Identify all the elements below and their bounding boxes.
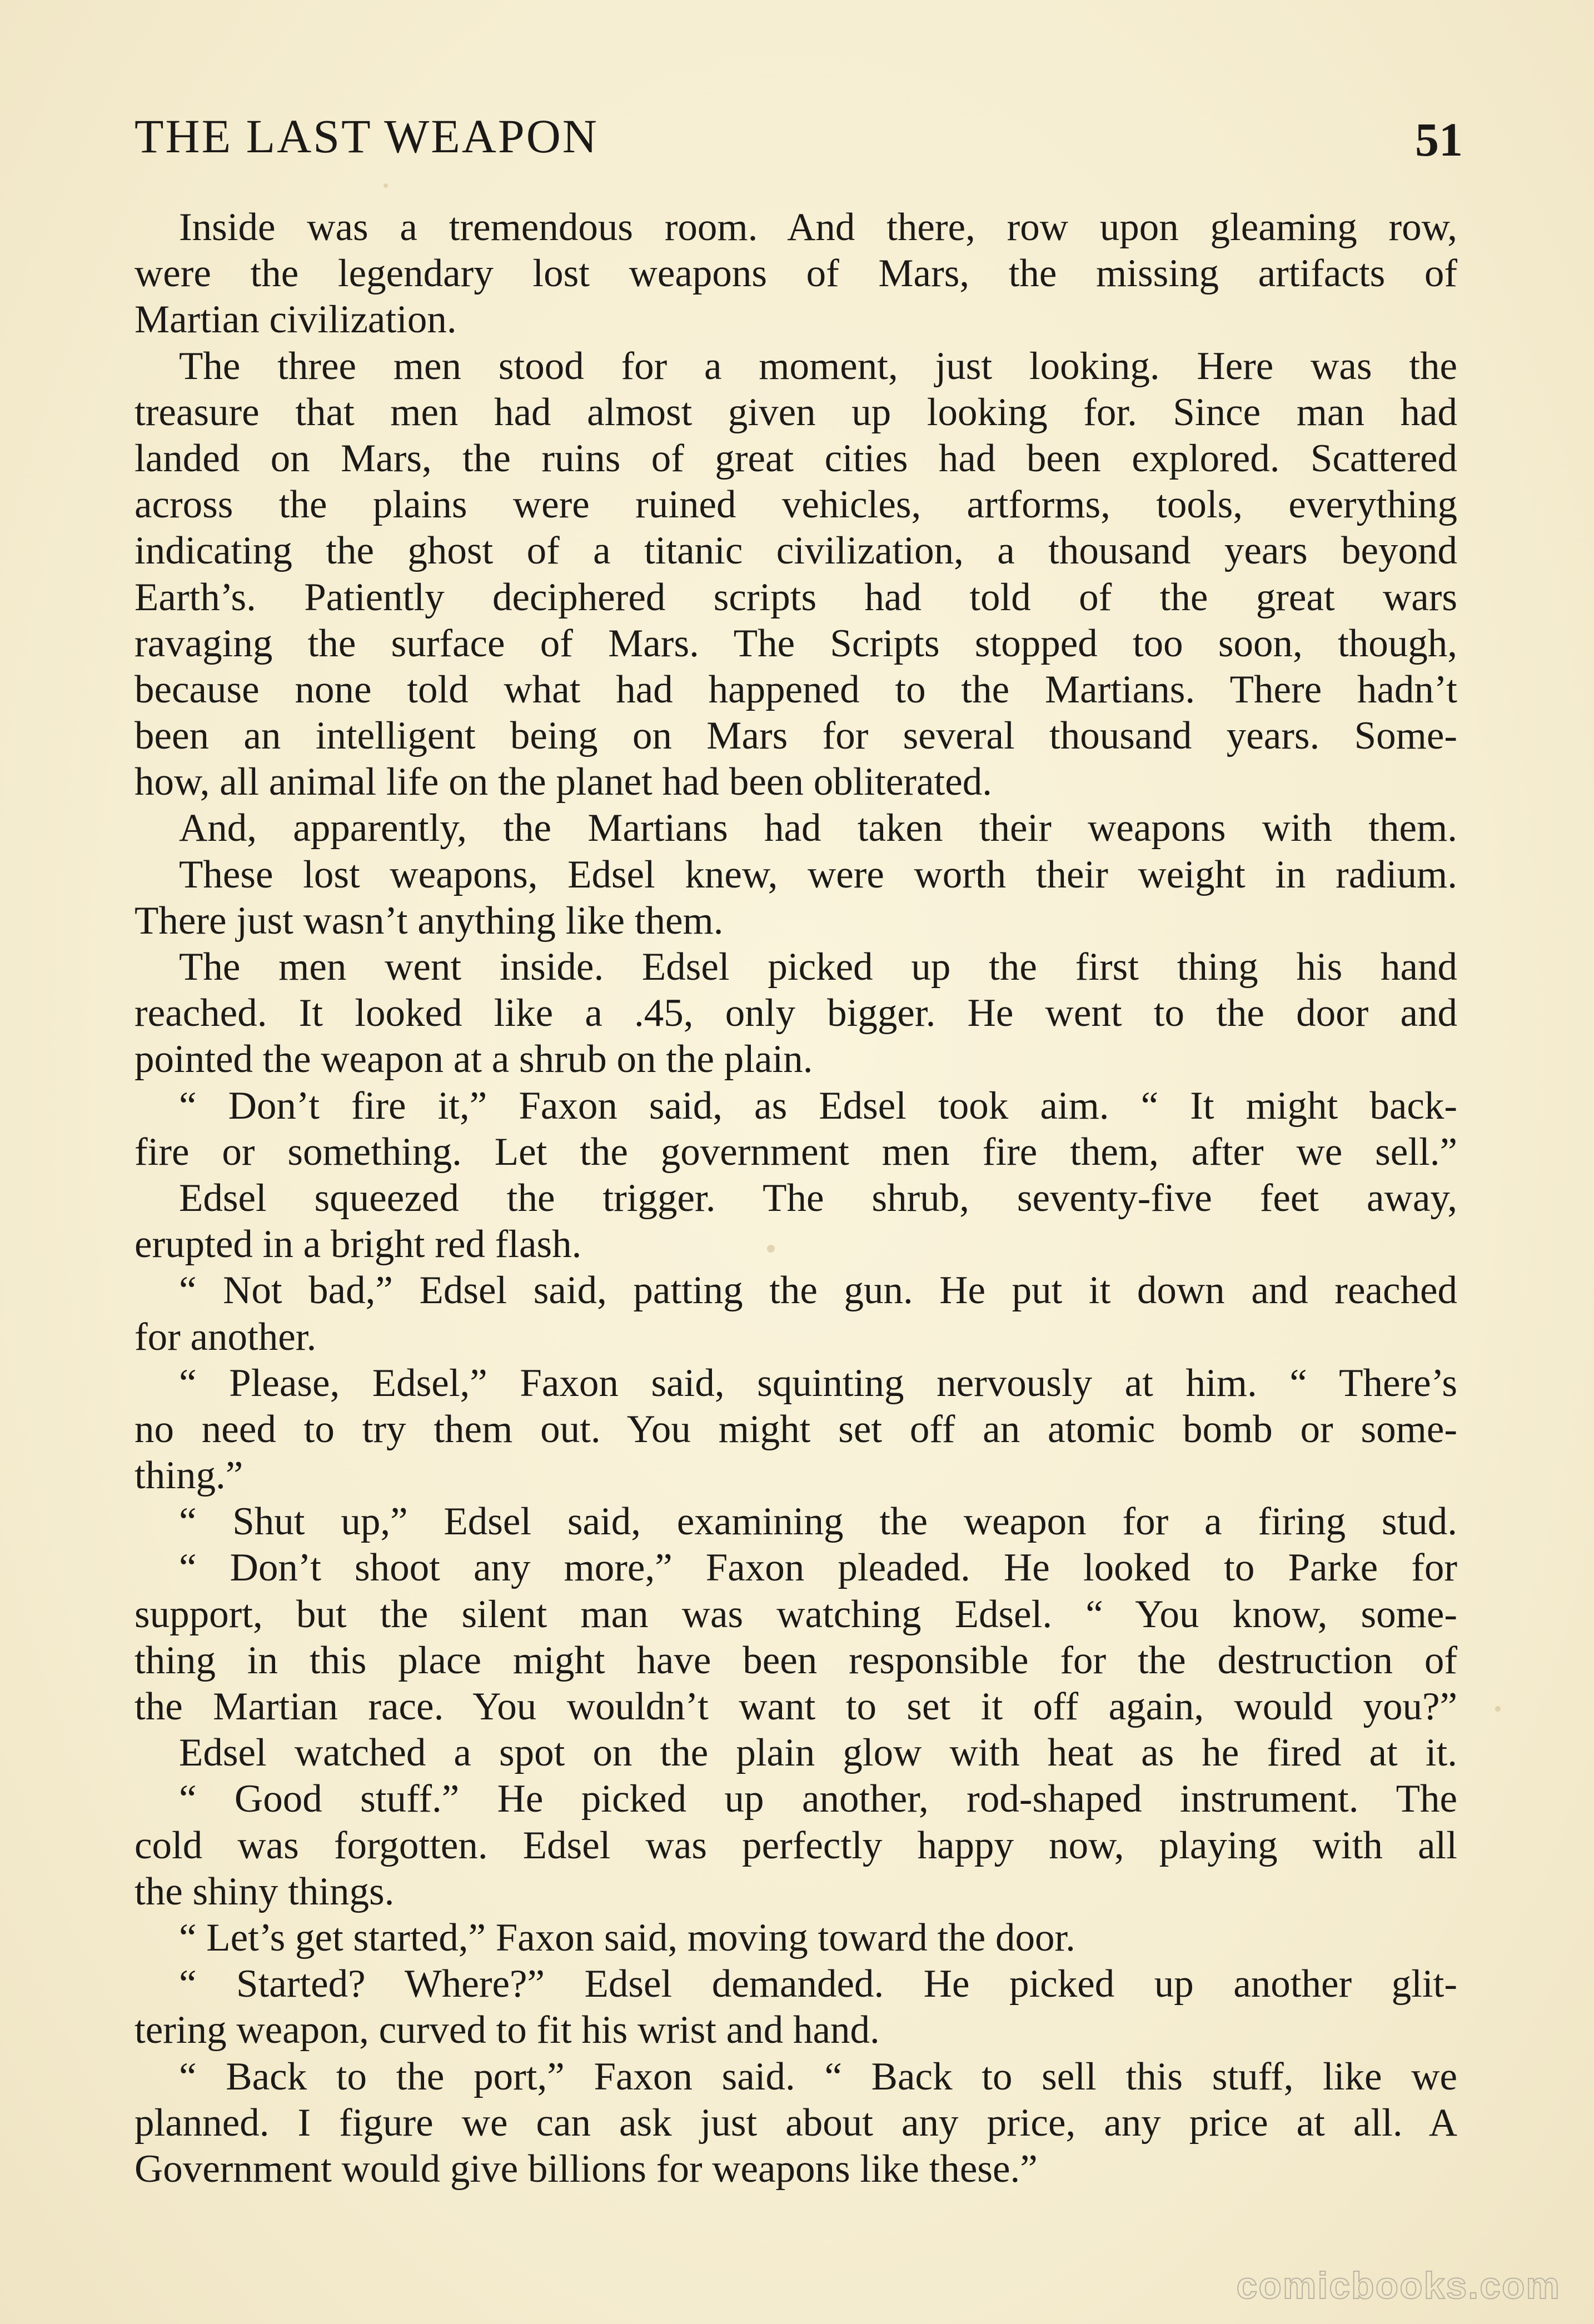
text-line: “ Shut up,” Edsel said, examining the weapon for a firing stud. xyxy=(179,1500,1457,1544)
text-line: Edsel squeezed the trigger. The shrub, seventy-five feet away, xyxy=(179,1176,1457,1220)
text-line: indicating the ghost of a titanic civilization, a thousand years beyond xyxy=(135,529,1457,573)
text-line: “ Not bad,” Edsel said, patting the gun. He put it down and reached xyxy=(179,1269,1457,1313)
text-line: landed on Mars, the ruins of great cities had been explored. Scattered xyxy=(135,436,1457,480)
text-line: The three men stood for a moment, just looking. Here was the xyxy=(179,344,1457,388)
text-line: the Martian race. You wouldn’t want to set it off again, would you?” xyxy=(135,1685,1457,1728)
text-line: cold was forgotten. Edsel was perfectly happy now, playing with all xyxy=(135,1823,1457,1867)
paper-speck xyxy=(1495,1706,1501,1712)
text-line: how, all animal life on the planet had been obliterated. xyxy=(135,760,993,804)
text-line: tering weapon, curved to fit his wrist and hand. xyxy=(135,2008,880,2052)
text-line: Earth’s. Patiently deciphered scripts had told of the great wars xyxy=(135,575,1457,619)
text-line: thing.” xyxy=(135,1454,243,1498)
text-line: Edsel watched a spot on the plain glow with heat as he fired at it. xyxy=(179,1731,1457,1775)
text-line: “ Don’t fire it,” Faxon said, as Edsel took aim. “ It might back- xyxy=(179,1084,1457,1128)
text-line: fire or something. Let the government men fire them, after we sell.” xyxy=(135,1130,1457,1174)
text-line: because none told what had happened to the Martians. There hadn’t xyxy=(135,667,1457,711)
page-header xyxy=(135,106,1463,167)
text-line: These lost weapons, Edsel knew, were worth their weight in radium. xyxy=(179,852,1457,896)
text-line: thing in this place might have been responsible for the destruction of xyxy=(135,1638,1457,1682)
page-number: 51 xyxy=(1415,113,1463,166)
text-line: across the plains were ruined vehicles, artforms, tools, everything xyxy=(135,483,1457,527)
text-line: And, apparently, the Martians had taken their weapons with them. xyxy=(179,806,1457,850)
text-line: reached. It looked like a .45, only bigger. He went to the door and xyxy=(135,991,1457,1035)
text-line: Martian civilization. xyxy=(135,298,457,342)
text-line: “ Please, Edsel,” Faxon said, squinting nervously at him. “ There’s xyxy=(179,1361,1457,1405)
text-line: for another. xyxy=(135,1315,317,1359)
text-line: “ Started? Where?” Edsel demanded. He picked up another glit- xyxy=(179,1962,1457,2006)
text-line: been an intelligent being on Mars for several thousand years. Some- xyxy=(135,714,1457,758)
text-line: Government would give billions for weapons like these.” xyxy=(135,2147,1038,2191)
text-line: There just wasn’t anything like them. xyxy=(135,899,724,942)
text-line: the shiny things. xyxy=(135,1869,395,1913)
text-line: erupted in a bright red flash. xyxy=(135,1223,582,1266)
text-line: support, but the silent man was watching Edsel. “ You know, some- xyxy=(135,1592,1457,1636)
text-line: Inside was a tremendous room. And there, row upon gleaming row, xyxy=(179,206,1457,249)
text-line: “ Let’s get started,” Faxon said, moving toward the door. xyxy=(179,1916,1075,1959)
paper-speck xyxy=(383,183,388,188)
text-line: ravaging the surface of Mars. The Scripts stopped too soon, though, xyxy=(135,621,1457,665)
running-title: THE LAST WEAPON xyxy=(135,109,599,163)
text-line: were the legendary lost weapons of Mars, the missing artifacts of xyxy=(135,252,1457,296)
text-line: The men went inside. Edsel picked up the first thing his hand xyxy=(179,945,1457,989)
text-line: “ Back to the port,” Faxon said. “ Back to sell this stuff, like we xyxy=(179,2054,1457,2098)
text-line: no need to try them out. You might set off an atomic bomb or some- xyxy=(135,1407,1457,1451)
text-line: pointed the weapon at a shrub on the plain. xyxy=(135,1038,813,1081)
text-line: treasure that men had almost given up looking for. Since man had xyxy=(135,390,1457,434)
text-line: planned. I figure we can ask just about any price, any price at all. A xyxy=(135,2101,1457,2145)
body-text xyxy=(135,205,1457,2192)
watermark: comicbooks.com xyxy=(1236,2265,1561,2307)
text-line: “ Don’t shoot any more,” Faxon pleaded. He looked to Parke for xyxy=(179,1546,1457,1590)
text-line: “ Good stuff.” He picked up another, rod-shaped instrument. The xyxy=(179,1777,1457,1821)
